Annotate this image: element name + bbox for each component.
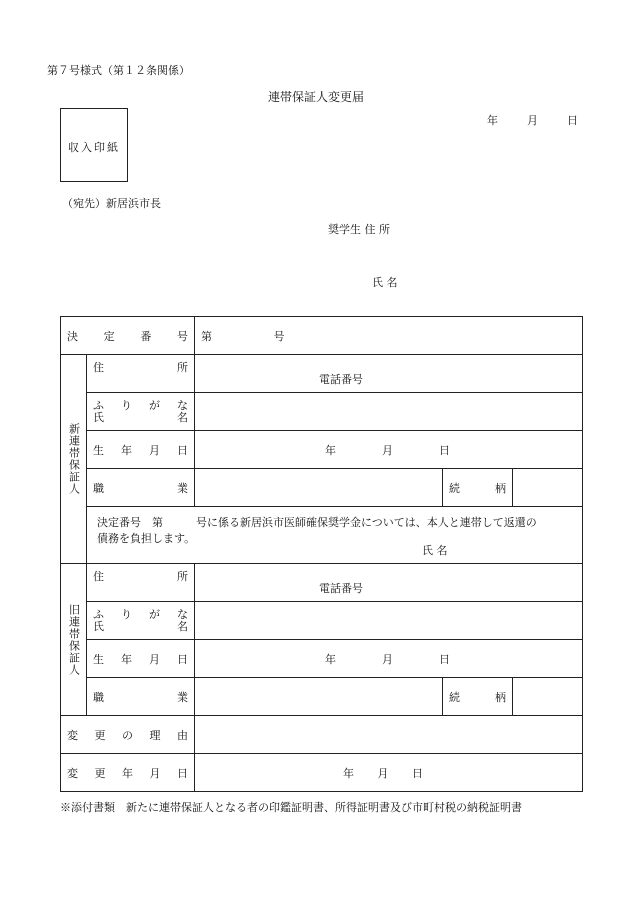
form-title: 連帯保証人変更届 <box>268 90 365 104</box>
old-birth-label-cell: 生 年 月 日 <box>87 640 195 678</box>
old-address-field[interactable] <box>195 564 583 602</box>
attachments-note: ※添付書類 新たに連帯保証人となる者の印鑑証明書、所得証明書及び市町村税の納税証明書 <box>60 801 522 814</box>
applicant-address-label: 奨学生 住 所 <box>328 223 390 236</box>
old-occupation-field[interactable] <box>195 678 443 716</box>
new-birth-field[interactable]: 年 月 日 <box>195 431 583 469</box>
guarantor-change-table <box>60 316 583 792</box>
decision-number-row <box>61 317 583 355</box>
old-relation-field[interactable] <box>513 678 583 716</box>
day-label: 日 <box>567 114 578 127</box>
old-phone-label: 電話番号 <box>319 581 363 595</box>
guarantee-statement-line2: 債務を負担します。 <box>97 532 196 545</box>
decision-number-label-cell <box>61 317 195 355</box>
reason-field[interactable] <box>195 716 583 754</box>
submission-date <box>487 112 578 128</box>
form-number: 第７号様式（第１２条関係） <box>47 64 190 77</box>
old-name-label-cell: ふ り が な 氏 名 <box>87 602 195 640</box>
old-guarantor-section <box>61 564 87 716</box>
decision-number-field[interactable]: 第 号 <box>195 317 583 355</box>
year-label: 年 <box>487 114 498 127</box>
addressee: （宛先）新居浜市長 <box>62 197 161 210</box>
new-guarantor-section <box>61 355 87 564</box>
reason-label-cell: 変 更 の 理 由 <box>61 716 195 754</box>
new-guarantor-label: 新連帯保証人 <box>67 423 81 495</box>
applicant-name-label: 氏 名 <box>372 276 398 289</box>
old-guarantor-label: 旧連帯保証人 <box>67 603 81 676</box>
new-relation-field[interactable] <box>513 469 583 507</box>
new-relation-label-cell: 続 柄 <box>443 469 513 507</box>
guarantee-statement-cell <box>87 507 583 564</box>
change-date-label-cell: 変 更 年 月 日 <box>61 754 195 792</box>
change-date-field[interactable]: 年 月 日 <box>195 754 583 792</box>
old-occupation-label-cell: 職 業 <box>87 678 195 716</box>
revenue-stamp-box <box>60 108 128 182</box>
month-label: 月 <box>527 114 538 127</box>
revenue-stamp-label: 収入印紙 <box>68 141 120 154</box>
new-phone-label: 電話番号 <box>319 372 363 386</box>
decision-number-label: 決 定 番 号 <box>67 329 188 343</box>
new-birth-label-cell: 生 年 月 日 <box>87 431 195 469</box>
guarantee-statement-name-label: 氏 名 <box>422 544 448 557</box>
new-address-field[interactable] <box>195 355 583 393</box>
old-relation-label-cell: 続 柄 <box>443 678 513 716</box>
new-name-field[interactable] <box>195 393 583 431</box>
new-name-label-cell: ふ り が な 氏 名 <box>87 393 195 431</box>
guarantee-statement-line1: 決定番号 第 号に係る新居浜市医師確保奨学金については、本人と連帯して返還の <box>97 516 537 529</box>
new-occupation-field[interactable] <box>195 469 443 507</box>
old-birth-field[interactable]: 年 月 日 <box>195 640 583 678</box>
new-occupation-label-cell: 職 業 <box>87 469 195 507</box>
new-address-label-cell: 住 所 <box>87 355 195 393</box>
old-address-label-cell: 住 所 <box>87 564 195 602</box>
old-name-field[interactable] <box>195 602 583 640</box>
